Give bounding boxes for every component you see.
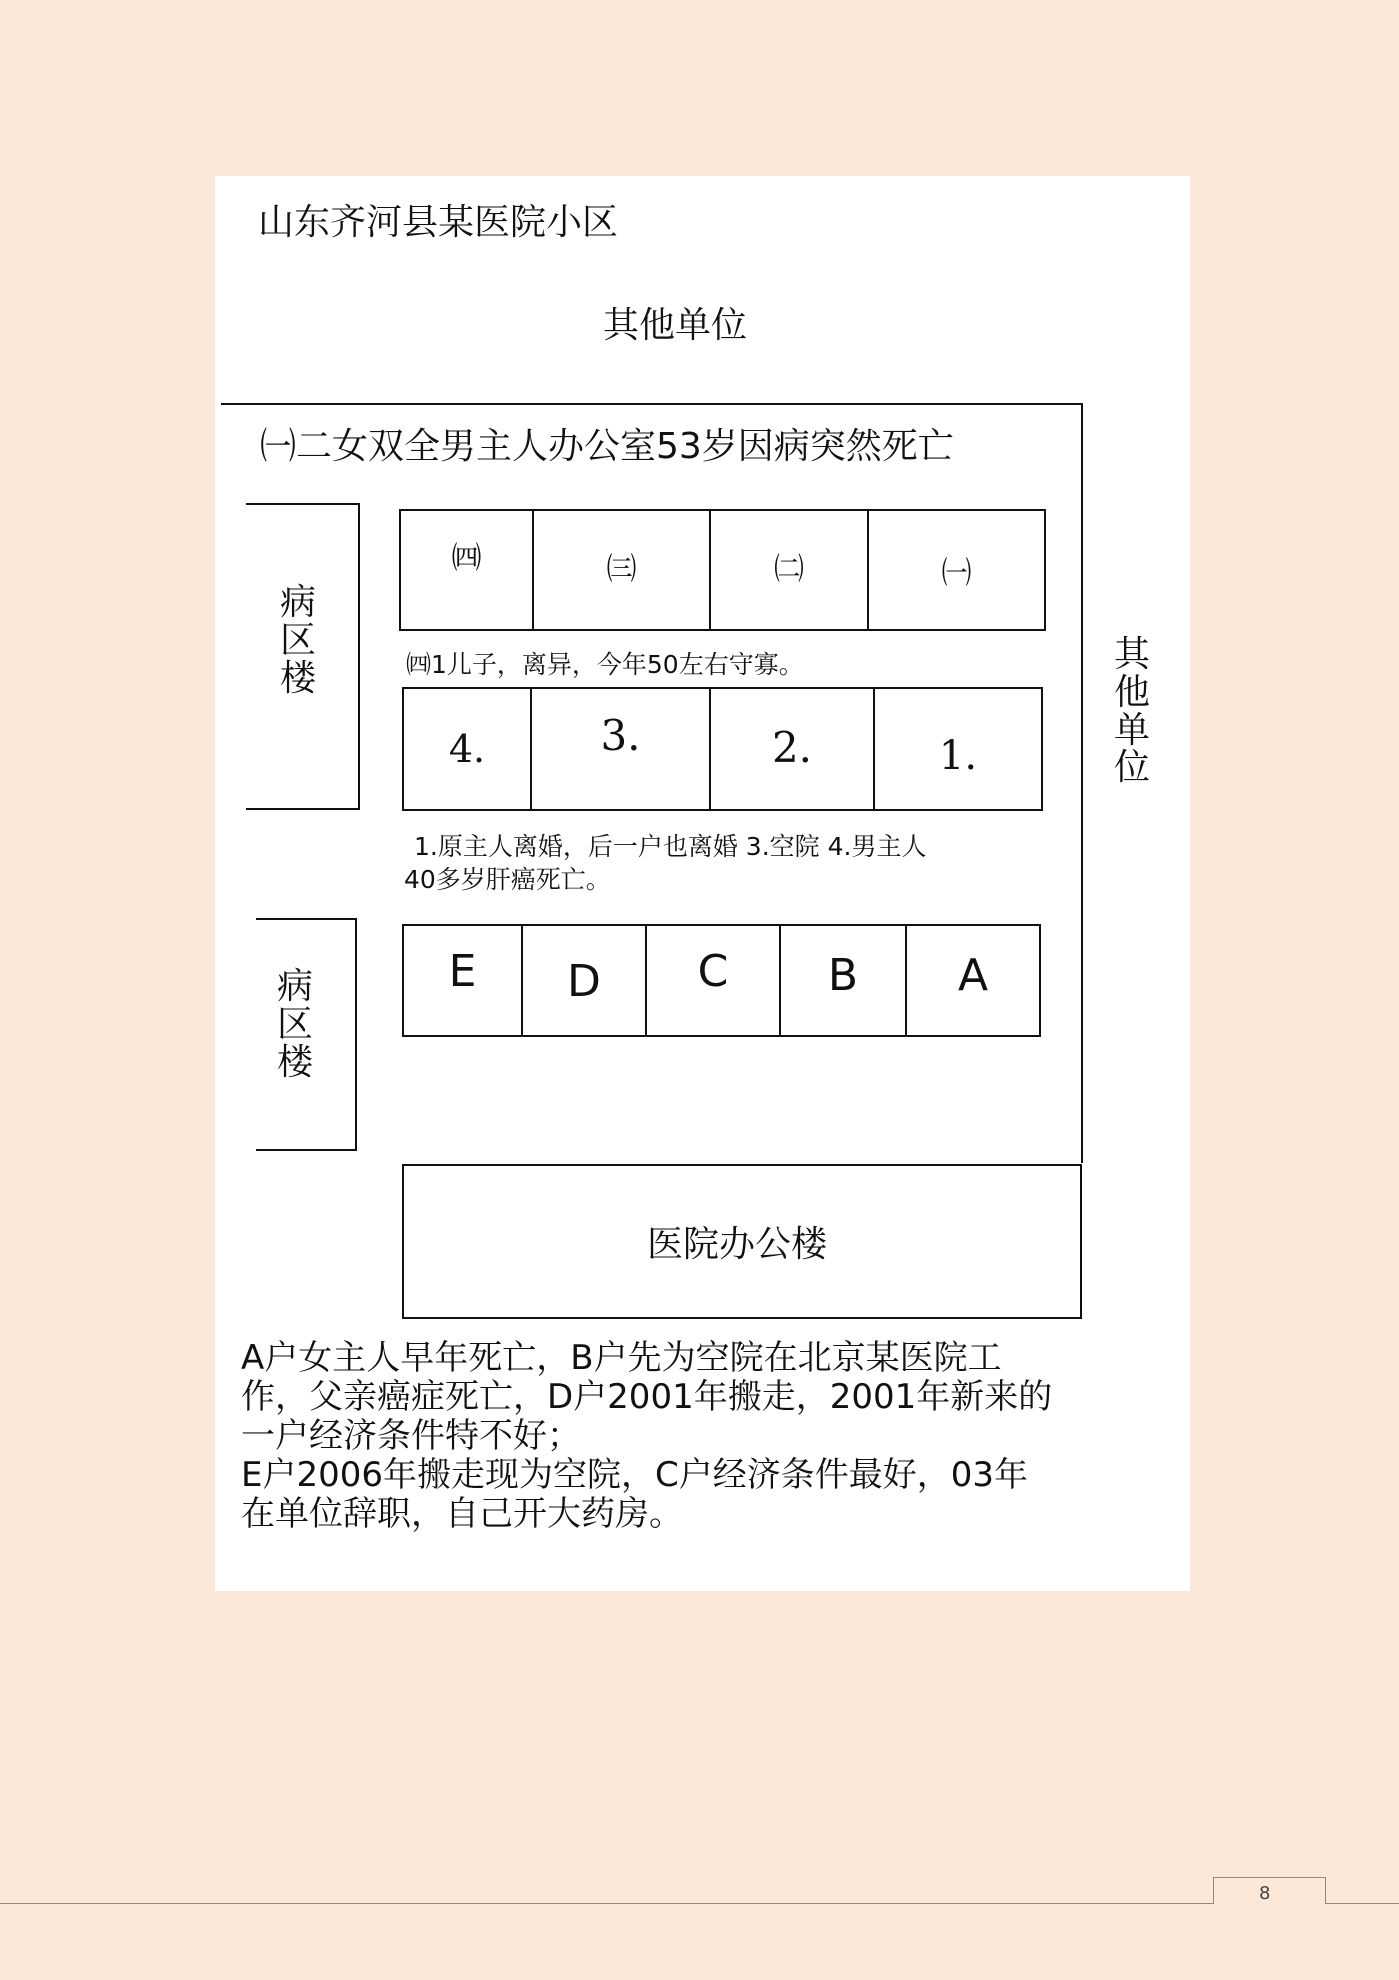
residence-unit-3: ㈢ xyxy=(534,511,711,629)
ward-building-1-side xyxy=(358,503,360,810)
ward-building-2-bottom xyxy=(256,1149,357,1151)
residence-unit-c: C xyxy=(647,926,781,1035)
footer-rule-left xyxy=(0,1903,1213,1904)
compound-boundary-right xyxy=(1081,403,1083,1163)
row-2-note-line-2: 40多岁肝癌死亡。 xyxy=(404,865,611,894)
residence-unit-3-row2: 3. xyxy=(532,689,711,809)
top-block-caption: ㈠二女双全男主人办公室53岁因病突然死亡 xyxy=(260,426,954,467)
residence-unit-1-row2: 1. xyxy=(938,733,978,779)
residence-unit-2-row2: 2. xyxy=(711,689,875,809)
footer-tab-left xyxy=(1213,1877,1214,1904)
residence-unit-e: E xyxy=(404,926,523,1035)
diagram-title: 山东齐河县某医院小区 xyxy=(258,202,619,243)
residence-unit-a: A xyxy=(957,950,989,1001)
residence-unit-b: B xyxy=(781,926,907,1035)
residence-unit-d: D xyxy=(523,926,647,1035)
footer-note: A户女主人早年死亡，B户先为空院在北京某医院工 作，父亲癌症死亡，D户2001年搬走，2001年新来的 一户经济条件特不好； E户2006年搬走现为空院，C户经济条件最好，03年 在单位辞职，自己开大药房。 xyxy=(241,1338,1053,1534)
ward-building-1-label: 病 区 楼 xyxy=(280,582,317,699)
ward-building-1-top xyxy=(246,503,360,505)
page-number: 8 xyxy=(1259,1883,1271,1904)
hospital-office-building xyxy=(402,1164,1082,1319)
compound-boundary-top xyxy=(221,403,1083,405)
residence-row-3 xyxy=(402,924,1041,1037)
residence-row-2 xyxy=(402,687,1043,811)
residence-unit-4-row2: 4. xyxy=(404,689,532,809)
footer-tab-top xyxy=(1213,1877,1325,1878)
residence-unit-4: ㈣ xyxy=(401,511,534,629)
top-neighbor-label: 其他单位 xyxy=(603,305,748,346)
residence-row-1 xyxy=(399,509,1046,631)
ward-building-1-bottom xyxy=(246,808,360,810)
right-neighbor-label: 其 他 单 位 xyxy=(1114,634,1151,789)
ward-building-2-side xyxy=(355,918,357,1151)
residence-unit-2: ㈡ xyxy=(711,511,869,629)
ward-building-2-label: 病 区 楼 xyxy=(277,966,314,1083)
hospital-office-building-label: 医院办公楼 xyxy=(646,1224,827,1265)
row-2-note-line-1: 1.原主人离婚，后一户也离婚 3.空院 4.男主人 xyxy=(414,832,927,861)
residence-unit-1: ㈠ xyxy=(941,556,972,591)
ward-building-2-top xyxy=(256,918,357,920)
footer-tab-right xyxy=(1325,1877,1326,1904)
footer-rule-right xyxy=(1325,1903,1399,1904)
row-1-note: ㈣1儿子，离异，今年50左右守寡。 xyxy=(406,650,804,679)
